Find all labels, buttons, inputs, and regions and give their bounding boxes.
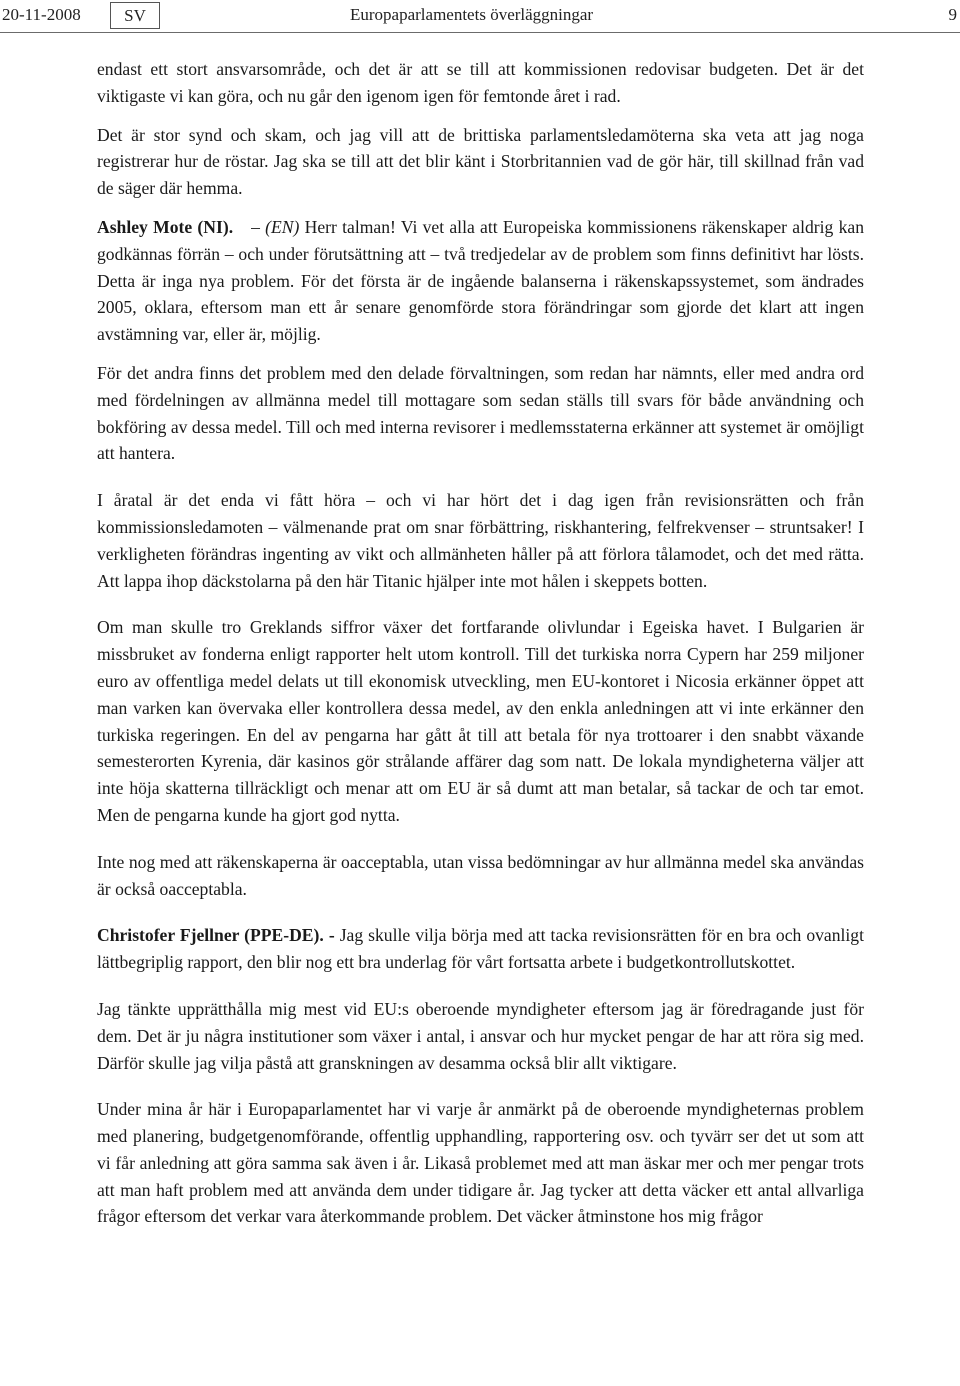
paragraph xyxy=(97,487,864,594)
page-header xyxy=(0,0,960,33)
paragraph-text: Det är stor synd och skam, och jag vill att de brittiska parlamentsledamöterna ska veta att jag noga registrerar hur de röstar. Jag ska se till att det blir känt i Storbritannien vad de gör här, till skillnad från vad de säger där hemma. xyxy=(97,124,864,199)
paragraph-text: Herr talman! Vi vet alla att Europeiska kommissionens räkenskaper aldrig kan godkännas förrän – och under förutsättning att – två tredjedelar av de problem som finns definitivt har lösts. Detta är inga nya problem. För det första är de ingående balanserna i räkenskapssystemet, som ändrades 2005, oklara, eftersom man ett år senare genomförde stora förändringar som gjorde det klart att ingen avstämning var, eller är, möjlig. xyxy=(97,216,864,345)
header-language-box: SV xyxy=(110,2,160,29)
paragraph-text: I åratal är det enda vi fått höra – och vi har hört det i dag igen från revisionsrätten och från kommissionsledamoten – välmenande prat om snar förbättring, riskhantering, felfrekvenser – struntsaker! I verkligheten förändras ingenting av vikt och allmänheten håller på att förlora tålamodet, och det med rätta. Att lappa ihop däckstolarna på den här Titanic hjälper inte mot hålen i skeppets botten. xyxy=(97,490,864,591)
speaker-name: Ashley Mote (NI). xyxy=(97,216,234,237)
paragraph xyxy=(97,849,864,903)
speaker-name: Christofer Fjellner (PPE-DE). - xyxy=(97,925,335,946)
paragraph-text: Jag tänkte upprätthålla mig mest vid EU:s oberoende myndigheter eftersom jag är föredragande just för dem. Det är ju några institutioner som växer i antal, i ansvar och hur mycket pengar de har att röra sig med. Därför skulle jag vilja påstå att granskningen av desamma också blir allt viktigare. xyxy=(97,998,864,1073)
header-date: 20-11-2008 xyxy=(2,5,81,24)
paragraph xyxy=(97,360,864,467)
speech-dash: – xyxy=(251,216,260,237)
paragraph xyxy=(97,122,864,202)
header-title: Europaparlamentets överläggningar xyxy=(350,5,594,24)
paragraph-text: Inte nog med att räkenskaperna är oacceptabla, utan vissa bedömningar av hur allmänna medel ska användas är också oacceptabla. xyxy=(97,851,864,899)
paragraph-text: endast ett stort ansvarsområde, och det är att se till att kommissionen redovisar budgeten. Det är det viktigaste vi kan göra, och nu går den igenom igen för femtonde året i rad. xyxy=(97,59,864,106)
paragraph-text: För det andra finns det problem med den delade förvaltningen, som redan har nämnts, eller med andra ord med fördelningen av allmänna medel till mottagare som sedan ställs till svars för både användning och bokföring av dessa medel. Till och med interna revisorer i medlemsstaterna erkänner att systemet är omöjligt att hantera. xyxy=(97,362,864,464)
paragraph xyxy=(97,56,864,110)
document-body xyxy=(97,56,864,1250)
speech-paragraph xyxy=(97,214,864,348)
speech-paragraph xyxy=(97,922,864,976)
paragraph-text: Jag skulle vilja börja med att tacka revisionsrätten för en bra och ovanligt lättbegriplig rapport, den blir nog ett bra underlag för vårt fortsatta arbete i budgetkontrollutskottet. xyxy=(97,925,864,973)
paragraph xyxy=(97,614,864,828)
paragraph-text: Under mina år här i Europaparlamentet har vi varje år anmärkt på de oberoende myndigheternas problem med planering, budgetgenomförande, offentlig upphandling, rapportering osv. och tyvärr ser det ut som att vi får anledning att göra samma sak även i år. Likaså problemet med att man äskar mer och mer pengar trots att man haft problem med att använda dem under tidigare år. Jag tycker att detta väcker ett antal allvarliga frågor eftersom det verkar vara återkommande problem. Det väcker åtminstone hos mig frågor xyxy=(97,1099,864,1227)
paragraph-text: Om man skulle tro Greklands siffror växer det fortfarande olivlundar i Egeiska havet. I Bulgarien är missbruket av fonderna enligt rapporter helt utom kontroll. Till det turkiska norra Cypern har 259 miljoner euro av offentliga medel delats ut till ekonomisk utveckling, men EU-kontoret i Nicosia erkänner öppet att man varken kan övervaka eller kontrollera dessa medel, av den enkla anledningen att vi inte erkänner den turkiska regeringen. En del av pengarna har gått åt till att betala för nya trottoarer i den snabbt växande semesterorten Kyrenia, där kasinos gör strålande affärer dag som natt. De lokala myndigheterna väljer att inte höja skatterna tillräckligt och menar att om EU är så dumt att man betalar, så tackar de och tar emot. Men de pengarna kunde ha gjort god nytta. xyxy=(97,617,864,825)
language-tag: (EN) xyxy=(265,216,300,237)
paragraph xyxy=(97,996,864,1076)
paragraph xyxy=(97,1096,864,1230)
header-page-number: 9 xyxy=(948,5,957,24)
